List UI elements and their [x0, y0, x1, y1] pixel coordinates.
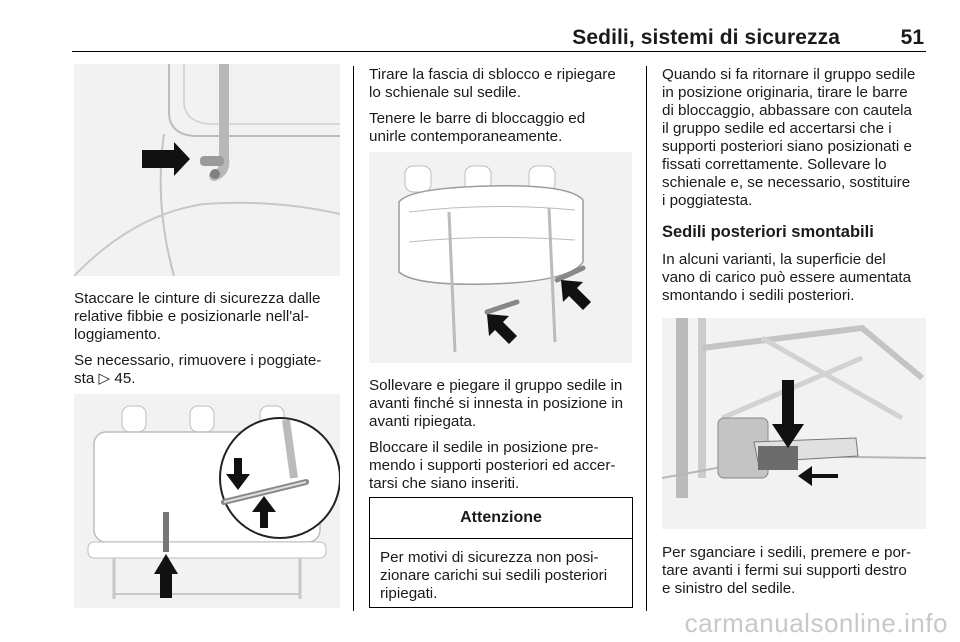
warning-body: Per motivi di sicurezza non posi- zionare carichi sui sedili posteriori ripiegati.: [380, 549, 608, 602]
paragraph: In alcuni varianti, la superficie del vano di carico può essere aumentata smontando i sedili posteriori.: [662, 251, 912, 304]
page-header-title: Sedili, sistemi di sicurezza: [572, 26, 840, 49]
figure-seat-removal: [662, 318, 926, 529]
arrow-icon: [142, 142, 190, 176]
arrow-left-icon: [798, 466, 838, 486]
paragraph: Staccare le cinture di sicurezza dalle relative fibbie e posizionarle nell'al- loggiamento.: [74, 290, 321, 343]
section-heading: Sedili posteriori smontabili: [662, 223, 874, 241]
paragraph: Quando si fa ritornare il gruppo sedile in posizione originaria, tirare le barre di bloccaggio, abbassare con cautela il gruppo sedile ed accertarsi che i supporti posteriori siano posizionati e fissati correttamente. Sollevare lo schienale e, se necessario, sostituire i poggiatesta.: [662, 66, 916, 209]
col3-text-mid: [662, 251, 952, 313]
arrow-down-icon: [772, 380, 804, 448]
page-reference-number[interactable]: 45.: [110, 370, 136, 387]
col1-text: [74, 290, 346, 396]
arrow-icon: [487, 314, 517, 344]
header-divider: [72, 51, 926, 52]
column-divider-2: [646, 66, 647, 611]
page-reference-icon[interactable]: ▷: [98, 370, 111, 387]
bench-illustration: [74, 394, 340, 608]
seat-removal-illustration: [662, 318, 926, 529]
paragraph: Se necessario, rimuovere i poggiate- sta ▷ 45.: [74, 352, 322, 387]
col2-text-top: [369, 66, 641, 154]
figure-bench-lock-bar: [74, 394, 340, 608]
paragraph: Bloccare il sedile in posizione pre- mendo i supporti posteriori ed accer- tarsi che siano inseriti.: [369, 439, 616, 492]
paragraph: Sollevare e piegare il gruppo sedile in avanti finché si innesta in posizione in avanti ripiegata.: [369, 377, 624, 430]
warning-box: [369, 497, 633, 608]
seatbelt-illustration: [74, 64, 340, 276]
col3-text-bottom: [662, 544, 952, 606]
column-divider-1: [353, 66, 354, 611]
col2-text-bottom: [369, 377, 641, 501]
paragraph: Tirare la fascia di sblocco e ripiegare lo schienale sul sedile.: [369, 66, 616, 101]
arrow-icon: [561, 280, 591, 310]
watermark: carmanualsonline.info: [684, 608, 948, 638]
figure-seatbelt-stowage: [74, 64, 340, 276]
paragraph: Per sganciare i sedili, premere e por- tare avanti i fermi sui supporti destro e sinistro del sedile.: [662, 544, 912, 597]
paragraph: Tenere le barre di bloccaggio ed unirle contemporaneamente.: [369, 110, 586, 145]
arrow-up-icon: [154, 554, 178, 598]
figure-seat-fold-forward: [369, 152, 632, 363]
col3-text-top: [662, 66, 952, 218]
page-number: 51: [900, 26, 924, 49]
warning-title: Attenzione: [370, 498, 632, 539]
seat-fold-illustration: [369, 152, 632, 363]
